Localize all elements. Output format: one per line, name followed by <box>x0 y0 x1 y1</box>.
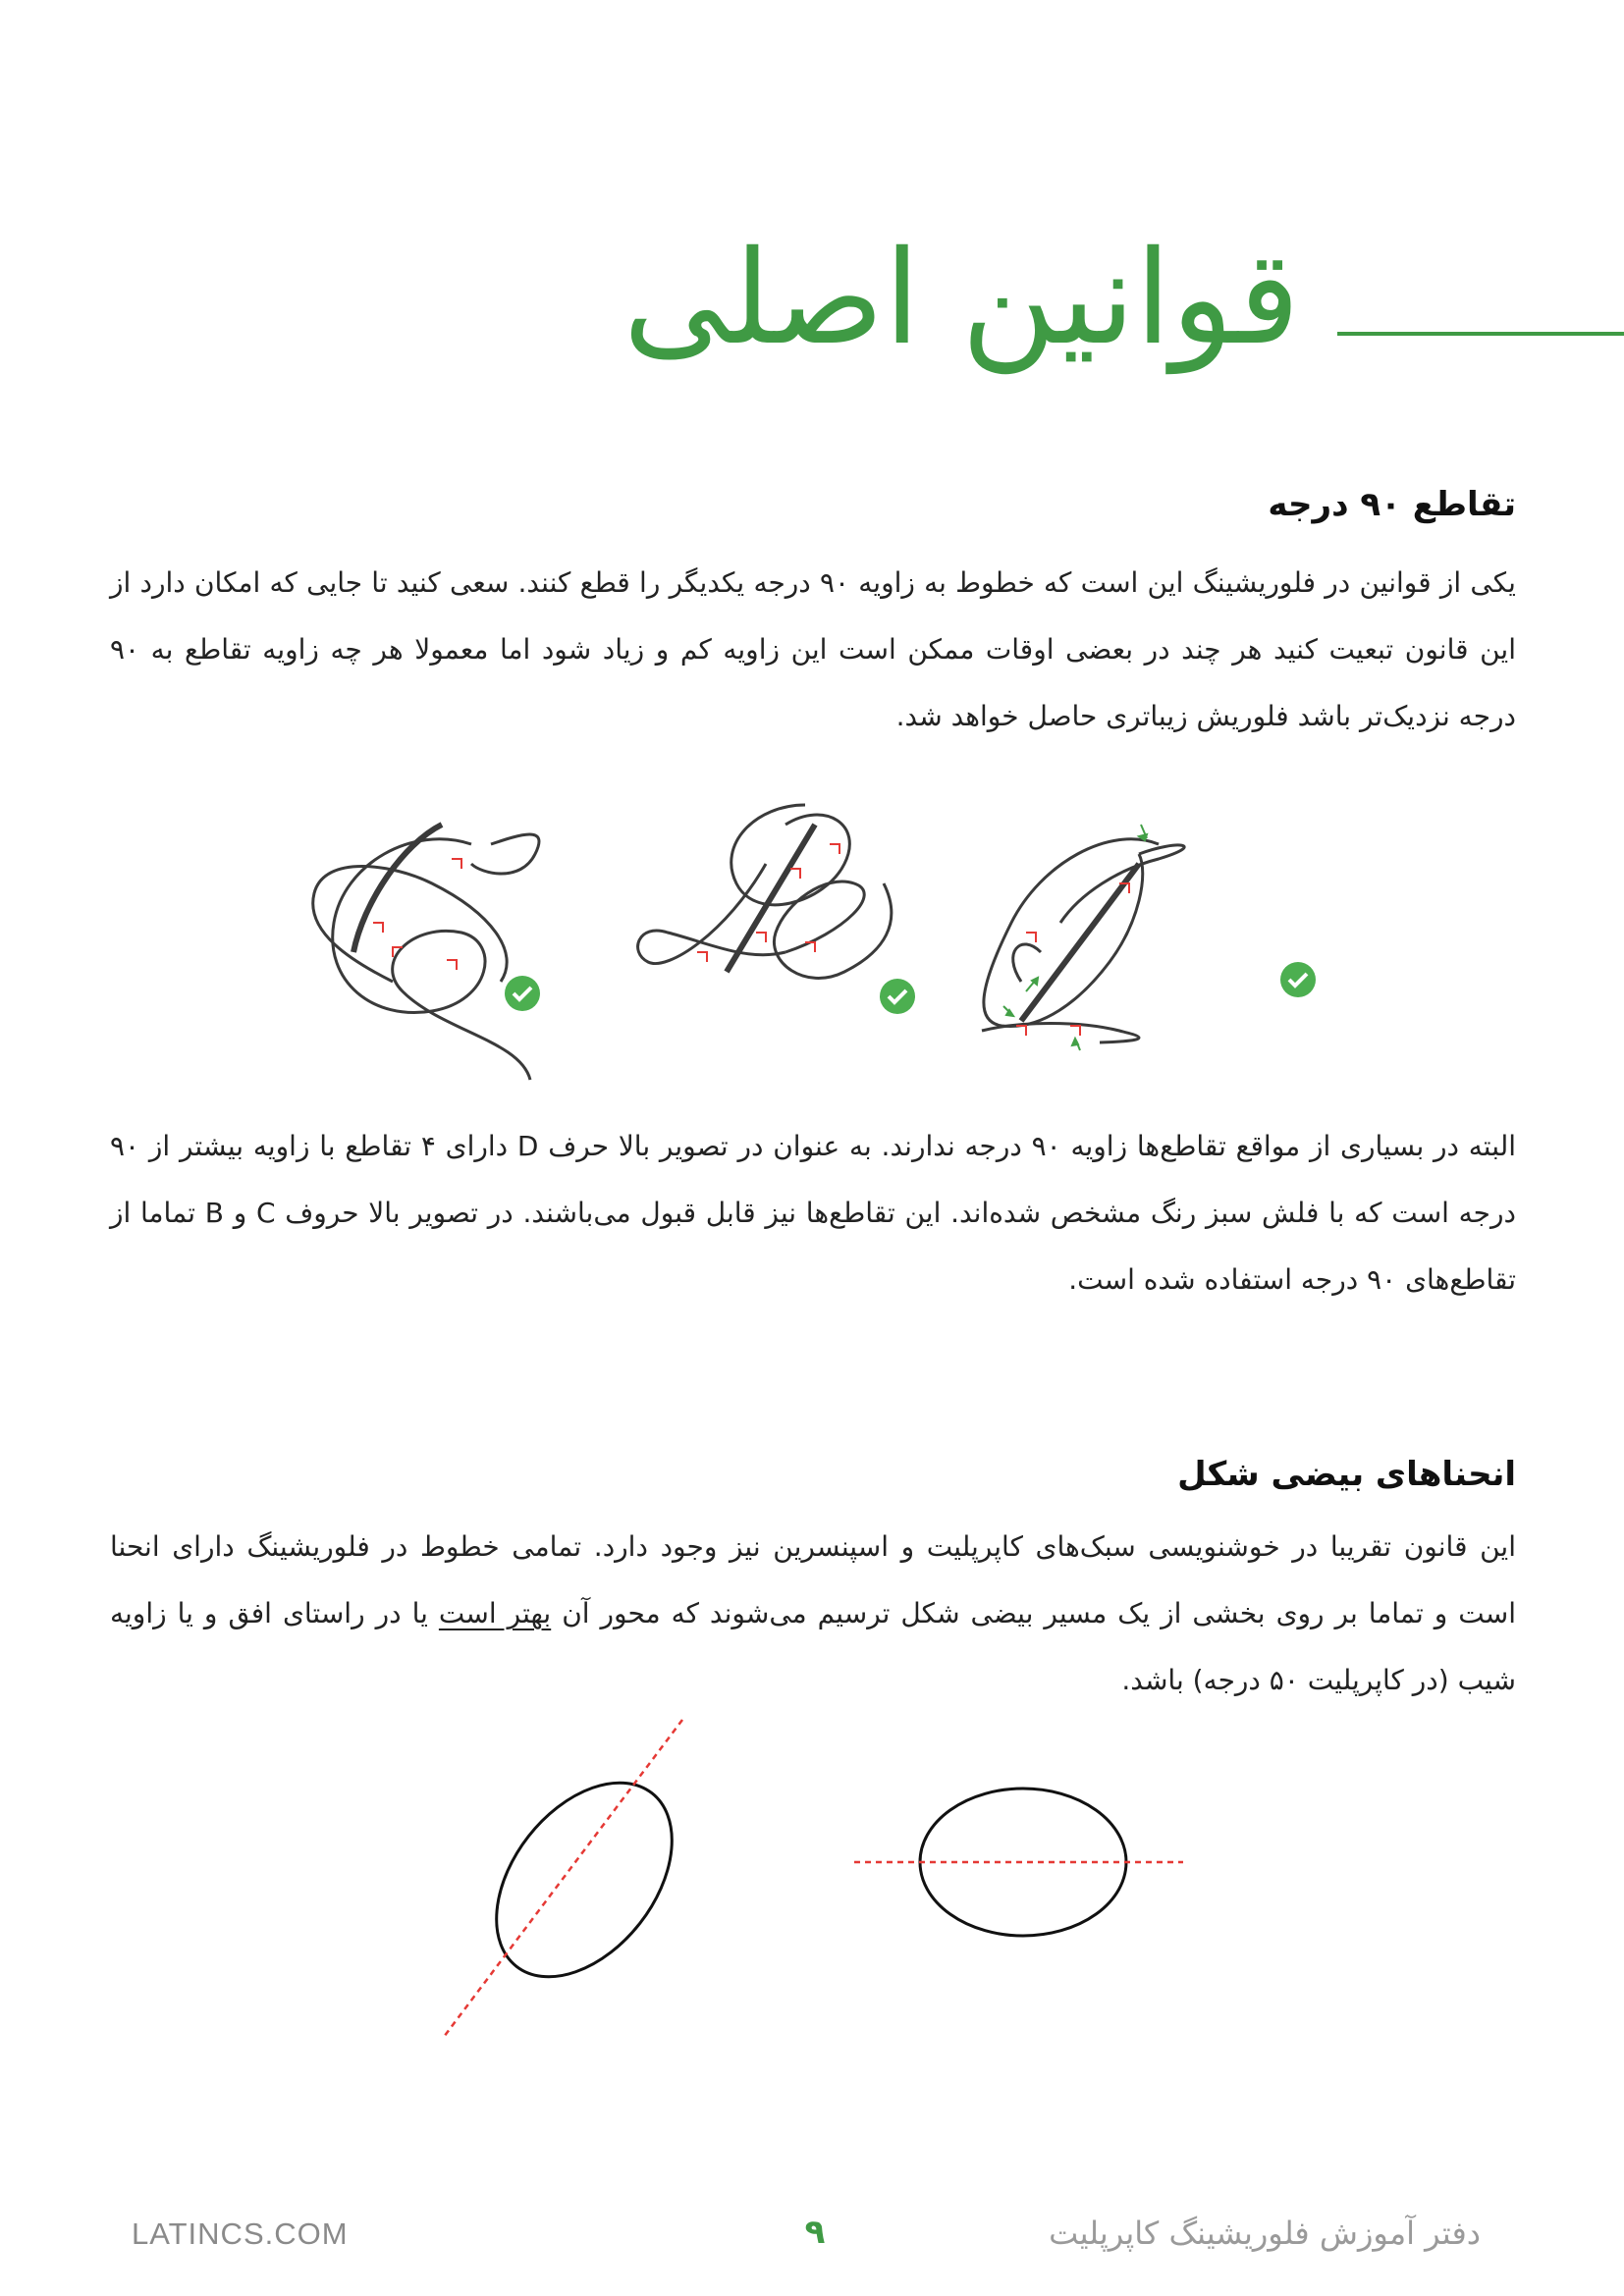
letter-b-flourish <box>638 805 892 978</box>
footer-site: LATINCS.COM <box>132 2216 349 2251</box>
check-icon <box>1280 962 1316 997</box>
slanted-axis-line <box>444 1720 682 2037</box>
flourished-letters-figure <box>295 785 1335 1099</box>
section-paragraph-elliptical-curves <box>110 1514 1516 1714</box>
section-note-90-degree <box>110 1113 1516 1313</box>
ellipse-axis-figure <box>422 1708 1208 2052</box>
check-icon <box>505 976 540 1011</box>
footer-book-title: دفتر آموزش فلوریشینگ کاپرپلیت <box>1049 2215 1481 2252</box>
letter-c-flourish <box>313 825 539 1080</box>
horizontal-ellipse <box>854 1789 1183 1936</box>
section-heading-90-degree: تقاطع ۹۰ درجه <box>1268 485 1516 524</box>
paragraph-text: البته در بسیاری از مواقع تقاطع‌ها زاویه ۹۰ درجه ندارند. به عنوان در تصویر بالا حرف D دارای ۴ تقاطع با زاویه بیشتر از ۹۰ درجه است که با فلش سبز رنگ مشخص شده‌اند. این تقاطع‌ها نیز قابل قبول می‌باشند. در تصویر بالا حروف C و B تماما از تقاطع‌های ۹۰ درجه استفاده شده است. <box>110 1130 1517 1296</box>
check-icon <box>880 979 915 1014</box>
footer-page-number: ۹ <box>804 2213 826 2252</box>
slanted-ellipse <box>444 1720 708 2037</box>
paragraph-text: یکی از قوانین در فلوریشینگ این است که خطوط به زاویه ۹۰ درجه یکدیگر را قطع کنند. سعی کنید تا جایی که امکان دارد از این قانون تبعیت کنید هر چند در بعضی اوقات ممکن است این زاویه کم و زیاد شود اما معمولا هر چه زاویه تقاطع به ۹۰ درجه نزدیک‌تر باشد فلوریش زیباتری حاصل خواهد شد. <box>110 566 1516 732</box>
section-heading-elliptical-curves: انحناهای بیضی شکل <box>1177 1455 1516 1494</box>
chapter-title: قوانین اصلی <box>623 223 1300 374</box>
paragraph-text <box>110 1514 1516 1714</box>
letter-d-flourish <box>982 839 1184 1042</box>
underlined-phrase: بهتر است <box>438 1597 552 1629</box>
paragraph-part: یا در راستای افق و یا زاویه شیب (در کاپرپلیت ۵۰ درجه) باشد. <box>110 1597 1516 1696</box>
paragraph-part: این قانون تقریبا در خوشنویسی سبک‌های کاپرپلیت و اسپنسرین نیز وجود دارد. تمامی خطوط در فلوریشینگ دارای انحنا است و تماما بر روی بخشی از یک مسیر بیضی شکل ترسیم می‌شوند که محور آن <box>110 1530 1517 1629</box>
section-paragraph-90-degree <box>110 550 1516 750</box>
title-rule <box>1337 332 1624 336</box>
